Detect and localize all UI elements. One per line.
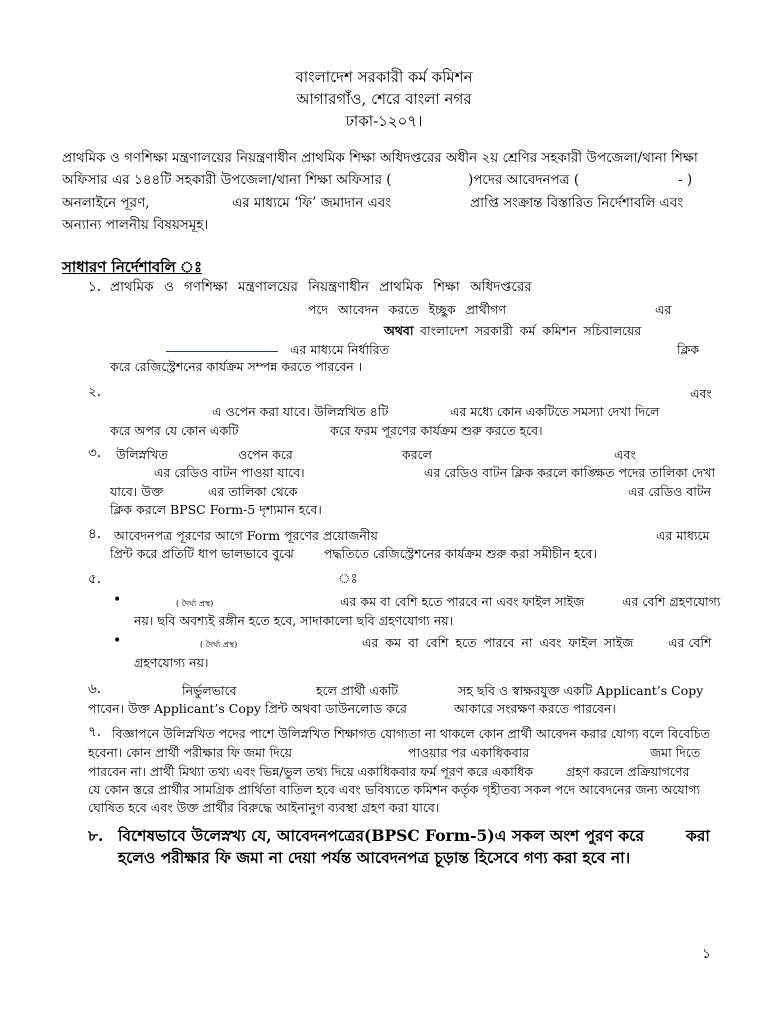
item-4-line-2a: প্রিন্ট করে প্রতিটি ধাপ ভালভাবে বুঝে xyxy=(110,546,294,561)
item-7-line-4: যে কোন স্তরে প্রার্থীর সামগ্রিক প্রার্থিতা বাতিল হবে এবং ভবিষ্যতে কমিশন কর্তৃক গৃহীতব্য সকল পদে আবেদনের জন্য অযোগ্য xyxy=(88,782,701,797)
bullet-1-dimension: ( দৈর্ঘ্য প্রস্থ) xyxy=(176,599,214,608)
item-1-line-2b: এর xyxy=(655,302,672,317)
item-4-line-1a: আবেদনপত্র পূরণের আগে Form পূরণের প্রয়োজনীয় xyxy=(114,528,378,543)
bullet-1-line-1a: এর কম বা বেশি হতে পারবে না এবং ফাইল সাইজ xyxy=(340,594,585,609)
intro-line-2c: - ) xyxy=(678,172,693,188)
item-3-line-1c: করলে xyxy=(402,447,432,462)
intro-line-3a: অনলাইনে পূরণ, xyxy=(62,195,150,211)
item-4-line-1b: এর মাধ্যমে xyxy=(656,528,710,543)
item-6-number: ৬. xyxy=(88,681,102,697)
item-8-line-2: হলেও পরীক্ষার ফি জমা না দেয়া পর্যন্ত আবেদনপত্র চূড়ান্ত হিসেবে গণ্য করা হবে না। xyxy=(118,848,631,867)
item-2-line-3b: করে ফরম পূরণের কার্যক্রম শুরু করতে হবে। xyxy=(330,423,543,438)
header-city: ঢাকা-১২০৭। xyxy=(345,112,423,130)
item-5-number: ৫. xyxy=(88,571,102,587)
item-3-line-1a: উলিস্নখিত xyxy=(116,447,168,462)
item-3-line-1b: ওপেন করে xyxy=(238,447,293,462)
intro-line-3b: এর মাধ্যমে ‘ফি’ জমাদান এবং xyxy=(232,195,392,211)
item-1-line-4a: এর মাধ্যমে নির্ধারিত xyxy=(290,342,389,357)
item-3-line-1d: এবং xyxy=(614,447,636,462)
item-3-line-3a: যাবে। উক্ত xyxy=(110,484,164,499)
item-3-line-2a: এর রেডিও বাটন পাওয়া যাবে। xyxy=(154,465,305,480)
item-7-line-3b: গ্রহণ করলে প্রক্রিয়াগণের xyxy=(566,764,690,779)
item-2-number: ২. xyxy=(88,384,102,400)
header-address: আগারগাঁও, শেরে বাংলা নগর xyxy=(296,90,472,108)
item-1-or: অথবা xyxy=(384,323,414,338)
item-1-line-1: প্রাথমিক ও গণশিক্ষা মন্ত্রণালয়ের নিয়ন্ত্রণাধীন প্রাথমিক শিক্ষা অধিদপ্তরের xyxy=(110,279,532,295)
item-2-line-2a: এ ওপেন করা যাবে। উলিস্নখিত ৪টি xyxy=(212,404,389,419)
bullet-2-line-2: গ্রহণযোগ্য নয়। xyxy=(134,655,209,670)
item-6-line-1b: হলে প্রার্থী একটি xyxy=(316,683,399,698)
intro-line-2b: )পদের আবেদনপত্র ( xyxy=(468,172,580,188)
item-4-number: ৪. xyxy=(88,526,102,542)
bullet-2-line-1b: এর বেশি xyxy=(668,635,712,650)
item-7-line-5: ঘোষিত হবে এবং উক্ত প্রার্থীর বিরুদ্ধে আইনানুগ ব্যবস্থা গ্রহণ করা যাবে। xyxy=(88,800,440,815)
item-7-line-1: বিজ্ঞাপনে উলিস্নখিত পদের পাশে উলিস্নখিত শিক্ষাগত যোগ্যতা না থাকলে কোন প্রার্থী আবেদন করার যোগ্য বলে বিবেচিত xyxy=(112,726,710,741)
item-6-line-2b: আকারে সংরক্ষণ করতে পারবেন। xyxy=(454,701,616,716)
item-7-line-2c: জমা দিতে xyxy=(650,745,701,760)
website-link[interactable] xyxy=(166,351,278,352)
item-1-number: ১. xyxy=(88,279,102,295)
bullet-2-dimension: ( দৈর্ঘ্য প্রস্থ) xyxy=(200,640,238,649)
item-8-line-1b: করা xyxy=(686,826,710,845)
item-1-line-5: করে রেজিস্ট্রেশনের কার্যক্রম সম্পন্ন করতে পারবেন । xyxy=(110,359,363,374)
item-1-line-3b: বাংলাদেশ সরকারী কর্ম কমিশন সচিবালয়ের xyxy=(420,323,642,338)
intro-line-4: অন্যান্য পালনীয় বিষয়সমূহ। xyxy=(62,217,209,233)
item-7-line-2a: হবেনা। কোন প্রার্থী পরীক্ষার ফি জমা দিয়ে xyxy=(88,745,293,760)
item-6-line-1c: সহ ছবি ও স্বাক্ষরযুক্ত একটি Applicant’s Copy xyxy=(458,683,704,698)
page-number: ১ xyxy=(702,946,711,962)
item-3-line-4: ক্লিক করলে BPSC Form-5 দৃশ্যমান হবে। xyxy=(110,502,322,517)
item-1-line-4b: ক্লিক xyxy=(677,342,700,357)
item-3-line-3b: এর তালিকা থেকে xyxy=(208,484,298,499)
bullet-1-line-2: নয়। ছবি অবশ্যই রঙ্গীন হতে হবে, সাদাকালো ছবি গ্রহণযোগ্য নয়। xyxy=(134,613,454,628)
intro-line-3c: প্রাপ্তি সংক্রান্ত বিস্তারিত নির্দেশাবলি এবং xyxy=(470,195,684,211)
bullet-2: • xyxy=(113,633,122,649)
item-8-number: ৮. xyxy=(88,826,104,845)
general-instructions-heading: সাধারণ নির্দেশাবলি ঃ xyxy=(62,258,202,276)
item-6-line-2a: পাবেন। উক্ত Applicant’s Copy প্রিন্ট অথবা ডাউনলোড করে xyxy=(88,701,407,716)
header-commission-name: বাংলাদেশ সরকারী কর্ম কমিশন xyxy=(295,68,473,86)
intro-line-1: প্রাথমিক ও গণশিক্ষা মন্ত্রণালয়ের নিয়ন্ত্রণাধীন প্রাথমিক শিক্ষা অধিদপ্তরের অধীন ২য় শ্রেণির সহকারী উপজেলা/থানা শিক্ষা xyxy=(62,150,698,166)
item-7-number: ৭. xyxy=(88,724,102,740)
item-7-line-2b: পাওয়ার পর একাধিকবার xyxy=(408,745,530,760)
item-2-line-2b: এর মধ্যে কোন একটিতে সমস্যা দেখা দিলে xyxy=(450,404,660,419)
bullet-1-line-1b: এর বেশি গ্রহণযোগ্য xyxy=(622,594,721,609)
bullet-1: • xyxy=(113,592,122,608)
item-3-line-3c: এর রেডিও বাটন xyxy=(628,484,712,499)
item-7-line-3a: পারবেন না। প্রার্থী মিথ্যা তথ্য এবং ভিন্ন/ভুল তথ্য দিয়ে একাধিকবার ফর্ম পূরণ করে একাধিক xyxy=(88,764,534,779)
item-8-line-1a: বিশেষভাবে উলেস্নখ্য যে, আবেদনপত্রের(BPSC Form-5)এ সকল অংশ পুরণ করে xyxy=(118,826,644,845)
item-3-number: ৩. xyxy=(88,445,102,461)
intro-line-2a: অফিসার এর ১৪৪টি সহকারী উপজেলা/থানা শিক্ষা অফিসার ( xyxy=(62,172,392,188)
item-1-line-2a: পদে আবেদন করতে ইচ্ছুক প্রার্থীগণ xyxy=(308,302,507,317)
bullet-2-line-1a: এর কম বা বেশি হতে পারবে না এবং ফাইল সাইজ xyxy=(362,635,634,650)
item-3-line-2b: এর রেডিও বাটন ক্লিক করলে কাঙ্ক্ষিত পদের তালিকা দেখা xyxy=(424,465,716,480)
item-5-colon: ঃ xyxy=(338,571,358,587)
item-4-line-2b: পদ্ধতিতে রেজিস্ট্রেশনের কার্যক্রম শুরু করা সমীচীন হবে। xyxy=(324,546,597,561)
item-6-line-1a: নির্ভুলভাবে xyxy=(182,683,237,698)
item-2-line-3a: করে অপর যে কোন একটি xyxy=(110,423,239,438)
item-2-line-1b: এবং xyxy=(690,386,712,401)
